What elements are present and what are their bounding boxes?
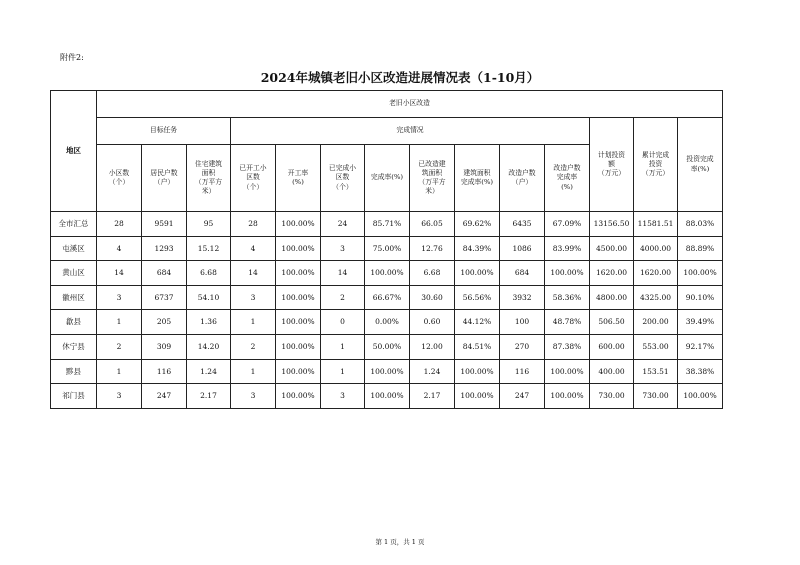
value-cell: 1086 bbox=[500, 236, 545, 261]
region-cell: 黟县 bbox=[51, 359, 97, 384]
value-cell: 28 bbox=[97, 212, 142, 237]
value-cell: 600.00 bbox=[590, 334, 634, 359]
value-cell: 13156.50 bbox=[590, 212, 634, 237]
table-row bbox=[51, 359, 723, 384]
table-row bbox=[51, 334, 723, 359]
value-cell: 30.60 bbox=[410, 285, 455, 310]
value-cell: 3 bbox=[321, 384, 365, 409]
value-cell: 92.17% bbox=[678, 334, 723, 359]
value-cell: 2 bbox=[97, 334, 142, 359]
value-cell: 506.50 bbox=[590, 310, 634, 335]
value-cell: 100.00% bbox=[276, 334, 321, 359]
value-cell: 684 bbox=[142, 261, 187, 286]
value-cell: 14.20 bbox=[187, 334, 231, 359]
value-cell: 12.76 bbox=[410, 236, 455, 261]
value-cell: 6435 bbox=[500, 212, 545, 237]
value-cell: 66.05 bbox=[410, 212, 455, 237]
value-cell: 100.00% bbox=[365, 261, 410, 286]
region-header: 地区 bbox=[51, 91, 97, 212]
value-cell: 100.00% bbox=[678, 384, 723, 409]
value-cell: 116 bbox=[500, 359, 545, 384]
value-cell: 1 bbox=[97, 310, 142, 335]
column-header: 累计完成 投资 （万元） bbox=[634, 118, 678, 212]
column-header: 已开工小 区数 （个） bbox=[231, 145, 276, 212]
value-cell: 50.00% bbox=[365, 334, 410, 359]
table-row bbox=[51, 285, 723, 310]
value-cell: 2.17 bbox=[187, 384, 231, 409]
group-header: 老旧小区改造 bbox=[97, 91, 723, 118]
value-cell: 3932 bbox=[500, 285, 545, 310]
value-cell: 100.00% bbox=[365, 359, 410, 384]
value-cell: 100.00% bbox=[455, 384, 500, 409]
value-cell: 4000.00 bbox=[634, 236, 678, 261]
value-cell: 3 bbox=[97, 384, 142, 409]
region-cell: 屯溪区 bbox=[51, 236, 97, 261]
value-cell: 3 bbox=[231, 384, 276, 409]
region-cell: 黄山区 bbox=[51, 261, 97, 286]
value-cell: 88.89% bbox=[678, 236, 723, 261]
value-cell: 100.00% bbox=[545, 261, 590, 286]
value-cell: 100.00% bbox=[545, 359, 590, 384]
value-cell: 100.00% bbox=[455, 261, 500, 286]
value-cell: 205 bbox=[142, 310, 187, 335]
value-cell: 11581.51 bbox=[634, 212, 678, 237]
value-cell: 66.67% bbox=[365, 285, 410, 310]
value-cell: 6737 bbox=[142, 285, 187, 310]
value-cell: 100.00% bbox=[276, 212, 321, 237]
value-cell: 100.00% bbox=[276, 236, 321, 261]
value-cell: 6.68 bbox=[187, 261, 231, 286]
value-cell: 58.36% bbox=[545, 285, 590, 310]
value-cell: 69.62% bbox=[455, 212, 500, 237]
value-cell: 1 bbox=[231, 310, 276, 335]
table-row bbox=[51, 384, 723, 409]
value-cell: 14 bbox=[97, 261, 142, 286]
value-cell: 85.71% bbox=[365, 212, 410, 237]
column-header: 住宅建筑 面积 （万平方 米） bbox=[187, 145, 231, 212]
value-cell: 3 bbox=[321, 236, 365, 261]
value-cell: 1.24 bbox=[410, 359, 455, 384]
value-cell: 95 bbox=[187, 212, 231, 237]
value-cell: 2 bbox=[231, 334, 276, 359]
value-cell: 400.00 bbox=[590, 359, 634, 384]
value-cell: 44.12% bbox=[455, 310, 500, 335]
column-header: 改造户数 完成率 (%) bbox=[545, 145, 590, 212]
value-cell: 200.00 bbox=[634, 310, 678, 335]
value-cell: 56.56% bbox=[455, 285, 500, 310]
value-cell: 84.51% bbox=[455, 334, 500, 359]
table-row bbox=[51, 310, 723, 335]
value-cell: 28 bbox=[231, 212, 276, 237]
column-header: 建筑面积 完成率(%) bbox=[455, 145, 500, 212]
value-cell: 1293 bbox=[142, 236, 187, 261]
value-cell: 9591 bbox=[142, 212, 187, 237]
value-cell: 14 bbox=[321, 261, 365, 286]
value-cell: 38.38% bbox=[678, 359, 723, 384]
value-cell: 4 bbox=[231, 236, 276, 261]
value-cell: 3 bbox=[231, 285, 276, 310]
value-cell: 67.09% bbox=[545, 212, 590, 237]
value-cell: 4 bbox=[97, 236, 142, 261]
region-cell: 休宁县 bbox=[51, 334, 97, 359]
value-cell: 54.10 bbox=[187, 285, 231, 310]
value-cell: 100.00% bbox=[545, 384, 590, 409]
value-cell: 15.12 bbox=[187, 236, 231, 261]
table-row bbox=[51, 212, 723, 237]
column-header: 计划投资 额 （万元） bbox=[590, 118, 634, 212]
column-header: 投资完成 率(%) bbox=[678, 118, 723, 212]
value-cell: 88.03% bbox=[678, 212, 723, 237]
value-cell: 1620.00 bbox=[590, 261, 634, 286]
value-cell: 6.68 bbox=[410, 261, 455, 286]
value-cell: 100.00% bbox=[276, 384, 321, 409]
value-cell: 684 bbox=[500, 261, 545, 286]
column-header: 开工率 (%) bbox=[276, 145, 321, 212]
table-row bbox=[51, 236, 723, 261]
value-cell: 2.17 bbox=[410, 384, 455, 409]
value-cell: 0 bbox=[321, 310, 365, 335]
region-cell: 祁门县 bbox=[51, 384, 97, 409]
value-cell: 1.24 bbox=[187, 359, 231, 384]
value-cell: 24 bbox=[321, 212, 365, 237]
value-cell: 48.78% bbox=[545, 310, 590, 335]
column-header: 小区数 （个） bbox=[97, 145, 142, 212]
region-cell: 歙县 bbox=[51, 310, 97, 335]
value-cell: 247 bbox=[500, 384, 545, 409]
value-cell: 100.00% bbox=[276, 285, 321, 310]
region-cell: 全市汇总 bbox=[51, 212, 97, 237]
value-cell: 100.00% bbox=[678, 261, 723, 286]
value-cell: 87.38% bbox=[545, 334, 590, 359]
region-cell: 徽州区 bbox=[51, 285, 97, 310]
value-cell: 309 bbox=[142, 334, 187, 359]
value-cell: 553.00 bbox=[634, 334, 678, 359]
value-cell: 100.00% bbox=[276, 310, 321, 335]
value-cell: 1 bbox=[321, 359, 365, 384]
progress-table bbox=[50, 90, 723, 409]
value-cell: 4325.00 bbox=[634, 285, 678, 310]
value-cell: 39.49% bbox=[678, 310, 723, 335]
value-cell: 75.00% bbox=[365, 236, 410, 261]
attachment-label: 附件2: bbox=[60, 53, 84, 62]
value-cell: 100.00% bbox=[365, 384, 410, 409]
value-cell: 153.51 bbox=[634, 359, 678, 384]
column-header: 完成率(%) bbox=[365, 145, 410, 212]
page-title: 2024年城镇老旧小区改造进展情况表（1-10月） bbox=[260, 70, 540, 85]
value-cell: 3 bbox=[97, 285, 142, 310]
target-header: 目标任务 bbox=[97, 118, 231, 145]
page-footer: 第 1 页，共 1 页 bbox=[375, 538, 425, 546]
value-cell: 100 bbox=[500, 310, 545, 335]
value-cell: 270 bbox=[500, 334, 545, 359]
column-header: 已改造建 筑面积 （万平方 米） bbox=[410, 145, 455, 212]
value-cell: 247 bbox=[142, 384, 187, 409]
table-row bbox=[51, 261, 723, 286]
value-cell: 1 bbox=[97, 359, 142, 384]
value-cell: 4800.00 bbox=[590, 285, 634, 310]
value-cell: 100.00% bbox=[276, 261, 321, 286]
column-header: 已完成小 区数 （个） bbox=[321, 145, 365, 212]
value-cell: 116 bbox=[142, 359, 187, 384]
column-header: 改造户数 （户） bbox=[500, 145, 545, 212]
value-cell: 0.00% bbox=[365, 310, 410, 335]
value-cell: 84.39% bbox=[455, 236, 500, 261]
value-cell: 100.00% bbox=[276, 359, 321, 384]
value-cell: 1620.00 bbox=[634, 261, 678, 286]
value-cell: 2 bbox=[321, 285, 365, 310]
value-cell: 100.00% bbox=[455, 359, 500, 384]
value-cell: 730.00 bbox=[590, 384, 634, 409]
progress-header: 完成情况 bbox=[231, 118, 590, 145]
value-cell: 14 bbox=[231, 261, 276, 286]
value-cell: 4500.00 bbox=[590, 236, 634, 261]
value-cell: 90.10% bbox=[678, 285, 723, 310]
value-cell: 1.36 bbox=[187, 310, 231, 335]
value-cell: 1 bbox=[321, 334, 365, 359]
value-cell: 12.00 bbox=[410, 334, 455, 359]
value-cell: 1 bbox=[231, 359, 276, 384]
value-cell: 730.00 bbox=[634, 384, 678, 409]
value-cell: 0.60 bbox=[410, 310, 455, 335]
value-cell: 83.99% bbox=[545, 236, 590, 261]
column-header: 居民户数 （户） bbox=[142, 145, 187, 212]
